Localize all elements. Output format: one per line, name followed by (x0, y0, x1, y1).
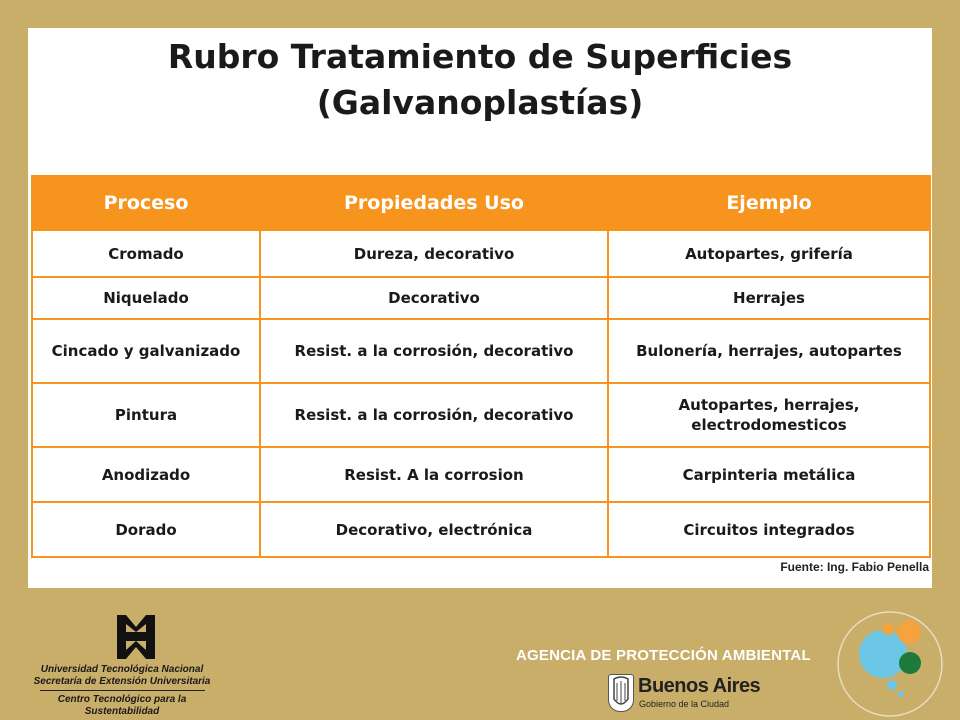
cell-ejemplo: Autopartes, herrajes, electrodomesticos (608, 383, 930, 447)
slide-panel (28, 28, 932, 588)
cell-propiedades: Resist. A la corrosion (260, 447, 608, 502)
table-row (32, 383, 930, 447)
cell-ejemplo: Circuitos integrados (608, 502, 930, 557)
table-row (32, 502, 930, 557)
cell-proceso: Cromado (32, 230, 260, 277)
cell-proceso: Niquelado (32, 277, 260, 319)
cell-ejemplo: Bulonería, herrajes, autopartes (608, 319, 930, 383)
header-proceso: Proceso (32, 176, 260, 230)
utn-divider (40, 690, 205, 691)
utn-university-name: Universidad Tecnológica Nacional (40, 664, 204, 675)
header-propiedades-uso: Propiedades Uso (260, 176, 608, 230)
cell-ejemplo: Autopartes, grifería (608, 230, 930, 277)
cell-proceso: Pintura (32, 383, 260, 447)
utn-logo-icon (114, 615, 158, 659)
buenos-aires-crest-icon (608, 674, 634, 712)
agency-name: AGENCIA DE PROTECCIÓN AMBIENTAL (516, 647, 811, 664)
title-line-2: (Galvanoplastías) (316, 83, 644, 122)
table-row (32, 230, 930, 277)
cell-proceso: Cincado y galvanizado (32, 319, 260, 383)
cell-propiedades: Resist. a la corrosión, decorativo (260, 319, 608, 383)
table-header-row (32, 176, 930, 230)
cell-ejemplo: Herrajes (608, 277, 930, 319)
table-row (32, 277, 930, 319)
utn-center-name: Centro Tecnológico para la Sustentabilidad (57, 694, 187, 717)
header-ejemplo: Ejemplo (608, 176, 930, 230)
utn-secretariat: Secretaría de Extensión Universitaria (33, 676, 211, 687)
cell-ejemplo: Carpinteria metálica (608, 447, 930, 502)
page-title (28, 34, 932, 126)
cell-proceso: Dorado (32, 502, 260, 557)
table-row (32, 319, 930, 383)
buenos-aires-subtitle: Gobierno de la Ciudad (639, 699, 730, 709)
cell-propiedades: Dureza, decorativo (260, 230, 608, 277)
table-row (32, 447, 930, 502)
cell-propiedades: Resist. a la corrosión, decorativo (260, 383, 608, 447)
buenos-aires-name: Buenos Aires (638, 675, 761, 697)
cell-propiedades: Decorativo, electrónica (260, 502, 608, 557)
process-table (31, 175, 931, 558)
source-note: Fuente: Ing. Fabio Penella (780, 560, 929, 574)
cell-propiedades: Decorativo (260, 277, 608, 319)
decorative-circles-icon (836, 610, 946, 720)
title-line-1: Rubro Tratamiento de Superficies (167, 37, 793, 76)
cell-proceso: Anodizado (32, 447, 260, 502)
